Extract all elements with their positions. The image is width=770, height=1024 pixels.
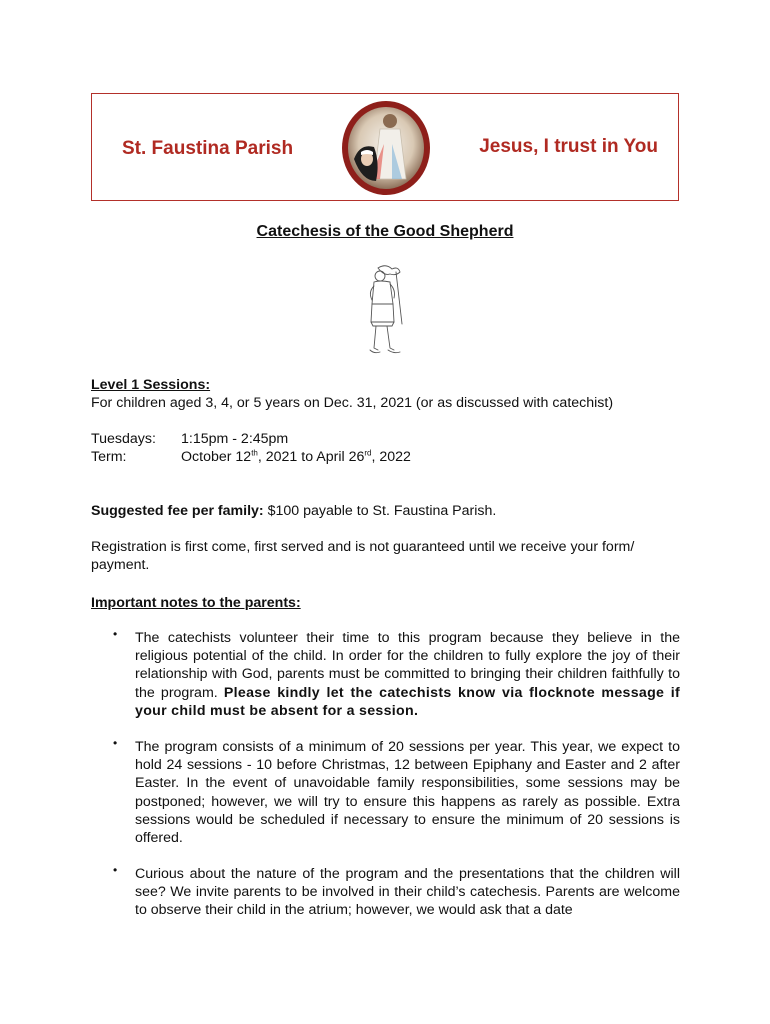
divine-mercy-seal-icon (340, 99, 432, 197)
page-title: Catechesis of the Good Shepherd (256, 223, 514, 240)
good-shepherd-drawing-icon (360, 264, 410, 356)
term-label: Term: (91, 449, 127, 465)
list-item: The catechists volunteer their time to this program because they believe in the religious potential of the child. In order for the children to fully explore the joy of their relationship with God, parents must be committed to bringing their children faithfully to the program. Please kindly let the catechists know via flocknote message if your child must be absent for a session. (135, 630, 681, 719)
tuesdays-value: 1:15pm - 2:45pm (181, 431, 289, 447)
list-item: The program consists of a minimum of 20 sessions per year. This year, we expect to hold 24 sessions - 10 before Christmas, 12 between Epiphany and Easter and 2 after Easter. In the event of unavoidable family responsibilities, some sessions may be postponed; however, we will try to ensure this happens as rarely as possible. Extra sessions would be scheduled if necessary to ensure the minimum of 20 sessions is offered. (135, 739, 680, 847)
term-value: October 12th, 2021 to April 26rd, 2022 (181, 448, 411, 465)
registration-note: Registration is first come, first served and is not guaranteed until we receive your form/ payment. (91, 539, 635, 573)
tuesdays-label: Tuesdays: (91, 431, 156, 447)
bullet-icon: • (113, 863, 118, 877)
header-banner (91, 93, 679, 201)
level-audience: For children aged 3, 4, or 5 years on Dec. 31, 2021 (or as discussed with catechist) (91, 395, 614, 411)
bullet-icon: • (113, 627, 118, 641)
level-heading: Level 1 Sessions: (91, 377, 211, 393)
list-item: Curious about the nature of the program and the presentations that the children will see? We invite parents to be involved in their child’s catechesis. Parents are welcome to observe their child in the atrium; however, we would ask that a date (135, 866, 680, 919)
notes-heading: Important notes to the parents: (91, 595, 301, 611)
fee-value: $100 payable to St. Faustina Parish. (267, 503, 497, 519)
parish-name: St. Faustina Parish (122, 138, 294, 159)
parish-motto: Jesus, I trust in You (479, 136, 658, 157)
bullet-icon: • (113, 736, 118, 750)
fee-label: Suggested fee per family: (91, 503, 264, 519)
